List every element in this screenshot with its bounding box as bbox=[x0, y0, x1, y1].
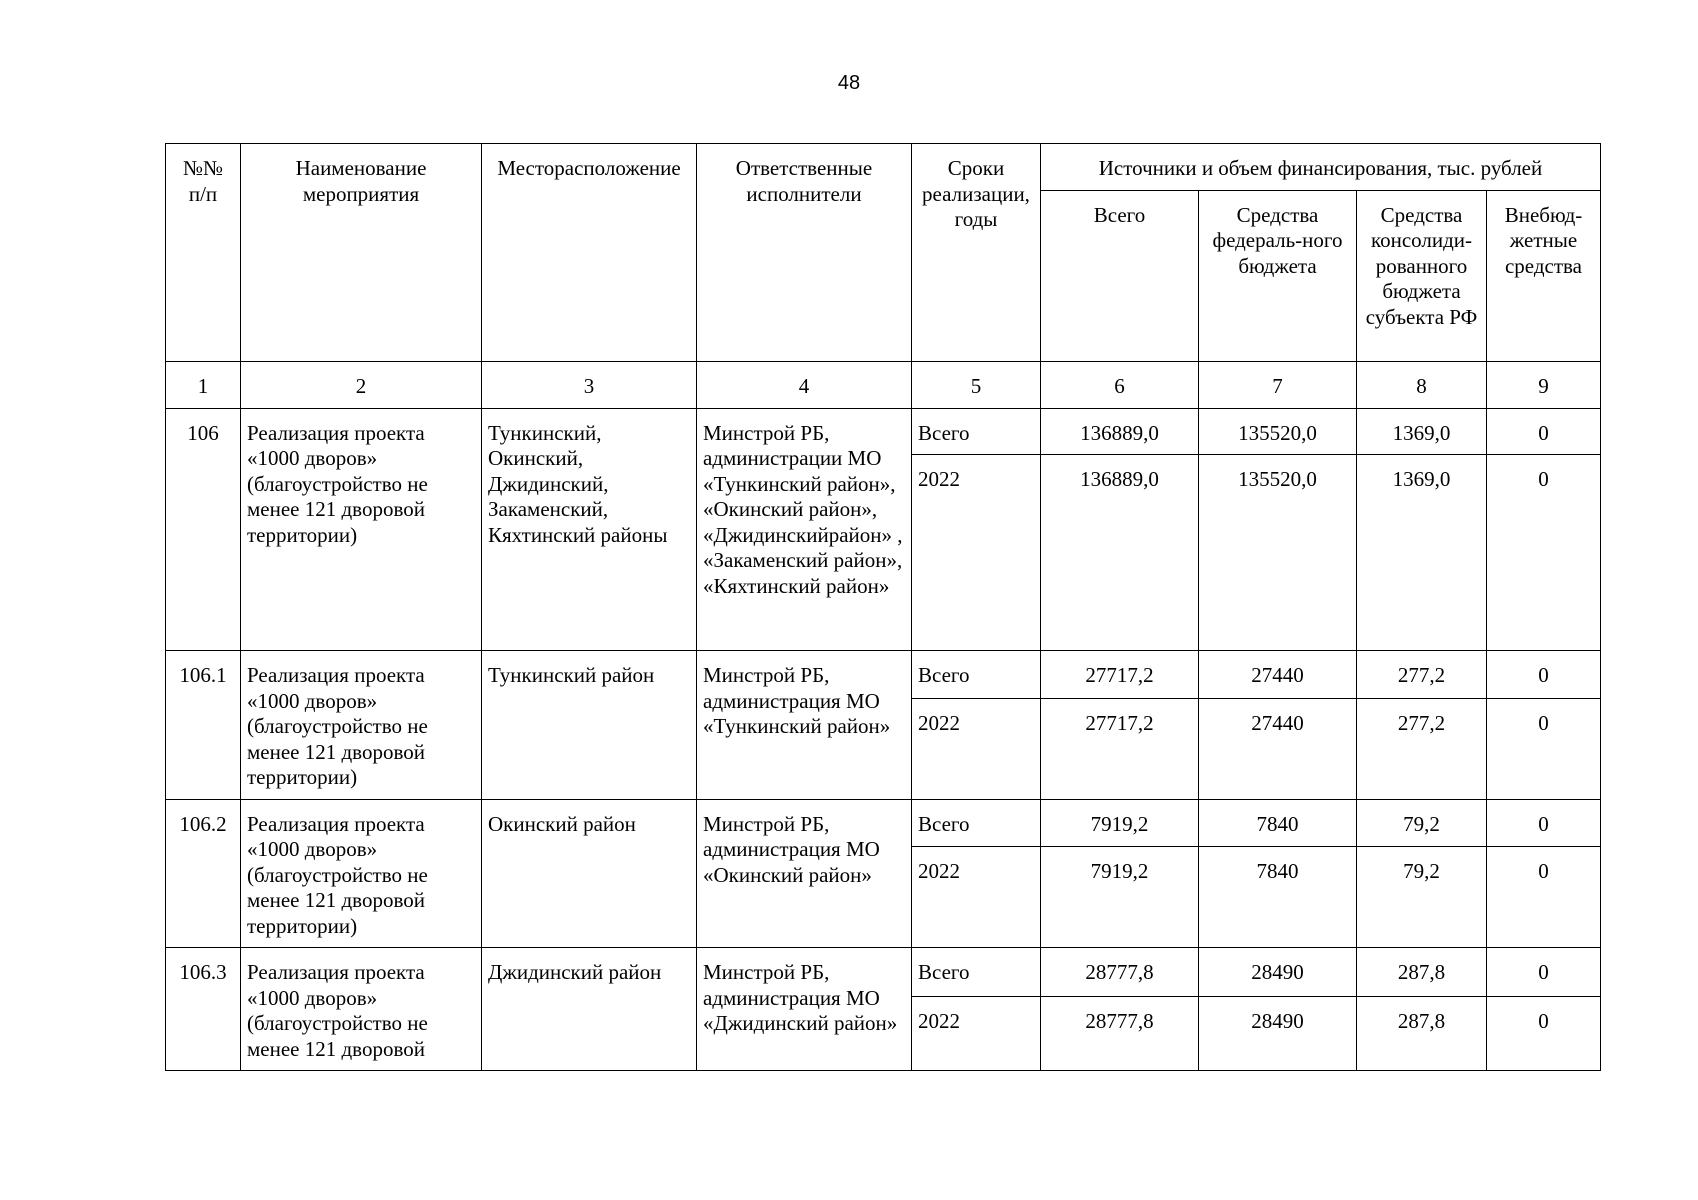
header-num: №№ п/п bbox=[166, 144, 241, 362]
row-consolidated: 79,2 bbox=[1357, 799, 1487, 847]
row-consolidated: 79,2 bbox=[1357, 847, 1487, 948]
row-consolidated: 277,2 bbox=[1357, 698, 1487, 799]
row-name: Реализация проекта «1000 дворов» (благоустройство не менее 121 дворовой bbox=[241, 948, 482, 1071]
row-federal: 27440 bbox=[1199, 698, 1357, 799]
row-extra: 0 bbox=[1487, 996, 1601, 1070]
header-name: Наименование мероприятия bbox=[241, 144, 482, 362]
header-location: Месторасположение bbox=[482, 144, 697, 362]
column-number: 5 bbox=[912, 362, 1041, 409]
row-location: Джидинский район bbox=[482, 948, 697, 1071]
column-number: 2 bbox=[241, 362, 482, 409]
column-number: 9 bbox=[1487, 362, 1601, 409]
row-location: Тункинский район bbox=[482, 651, 697, 800]
row-responsible: Минстрой РБ, администрации МО «Тункинский район», «Окинский район», «Джидинскийрайон» , «Закаменский район», «Кяхтинский район» bbox=[697, 408, 912, 651]
row-num: 106.3 bbox=[166, 948, 241, 1071]
row-consolidated: 287,8 bbox=[1357, 996, 1487, 1070]
row-location: Окинский район bbox=[482, 799, 697, 948]
row-consolidated: 277,2 bbox=[1357, 651, 1487, 699]
row-responsible: Минстрой РБ, администрация МО «Джидинский район» bbox=[697, 948, 912, 1071]
row-federal: 135520,0 bbox=[1199, 408, 1357, 455]
column-number: 7 bbox=[1199, 362, 1357, 409]
row-extra: 0 bbox=[1487, 651, 1601, 699]
row-consolidated: 1369,0 bbox=[1357, 408, 1487, 455]
financing-table bbox=[165, 143, 1601, 1071]
row-federal: 7840 bbox=[1199, 799, 1357, 847]
column-number: 8 bbox=[1357, 362, 1487, 409]
table-row bbox=[166, 799, 1601, 847]
header-terms: Сроки реализации, годы bbox=[912, 144, 1041, 362]
row-name: Реализация проекта «1000 дворов» (благоустройство не менее 121 дворовой территории) bbox=[241, 799, 482, 948]
column-number: 6 bbox=[1041, 362, 1199, 409]
header-funding: Источники и объем финансирования, тыс. рублей bbox=[1041, 144, 1601, 191]
row-period: 2022 bbox=[912, 847, 1041, 948]
row-responsible: Минстрой РБ, администрация МО «Окинский район» bbox=[697, 799, 912, 948]
row-total: 28777,8 bbox=[1041, 948, 1199, 997]
row-location: Тункинский, Окинский, Джидинский, Закаменский, Кяхтинский районы bbox=[482, 408, 697, 651]
header-sub-consolidated: Средства консолиди-рованного бюджета субъекта РФ bbox=[1357, 190, 1487, 362]
row-total: 7919,2 bbox=[1041, 847, 1199, 948]
row-period: 2022 bbox=[912, 996, 1041, 1070]
page-number: 48 bbox=[837, 72, 861, 94]
row-extra: 0 bbox=[1487, 698, 1601, 799]
row-period: 2022 bbox=[912, 455, 1041, 651]
row-num: 106.2 bbox=[166, 799, 241, 948]
header-sub-extra: Внебюд-жетные средства bbox=[1487, 190, 1601, 362]
row-extra: 0 bbox=[1487, 948, 1601, 997]
row-period: Всего bbox=[912, 799, 1041, 847]
row-name: Реализация проекта «1000 дворов» (благоустройство не менее 121 дворовой территории) bbox=[241, 408, 482, 651]
table-row bbox=[166, 651, 1601, 699]
row-responsible: Минстрой РБ, администрация МО «Тункинский район» bbox=[697, 651, 912, 800]
row-extra: 0 bbox=[1487, 455, 1601, 651]
column-number: 4 bbox=[697, 362, 912, 409]
row-total: 27717,2 bbox=[1041, 698, 1199, 799]
column-number: 3 bbox=[482, 362, 697, 409]
row-total: 7919,2 bbox=[1041, 799, 1199, 847]
row-extra: 0 bbox=[1487, 847, 1601, 948]
header-sub-total: Всего bbox=[1041, 190, 1199, 362]
row-name: Реализация проекта «1000 дворов» (благоустройство не менее 121 дворовой территории) bbox=[241, 651, 482, 800]
row-period: Всего bbox=[912, 651, 1041, 699]
header-sub-federal: Средства федераль-ного бюджета bbox=[1199, 190, 1357, 362]
row-federal: 7840 bbox=[1199, 847, 1357, 948]
column-number: 1 bbox=[166, 362, 241, 409]
table-row bbox=[166, 948, 1601, 997]
row-federal: 135520,0 bbox=[1199, 455, 1357, 651]
row-consolidated: 287,8 bbox=[1357, 948, 1487, 997]
row-num: 106 bbox=[166, 408, 241, 651]
row-extra: 0 bbox=[1487, 408, 1601, 455]
row-federal: 28490 bbox=[1199, 948, 1357, 997]
row-total: 136889,0 bbox=[1041, 408, 1199, 455]
column-number-row bbox=[166, 362, 1601, 409]
header-responsible: Ответственные исполнители bbox=[697, 144, 912, 362]
row-total: 136889,0 bbox=[1041, 455, 1199, 651]
row-num: 106.1 bbox=[166, 651, 241, 800]
row-total: 27717,2 bbox=[1041, 651, 1199, 699]
row-total: 28777,8 bbox=[1041, 996, 1199, 1070]
row-period: Всего bbox=[912, 408, 1041, 455]
row-federal: 28490 bbox=[1199, 996, 1357, 1070]
table-row bbox=[166, 408, 1601, 455]
row-extra: 0 bbox=[1487, 799, 1601, 847]
row-period: Всего bbox=[912, 948, 1041, 997]
row-federal: 27440 bbox=[1199, 651, 1357, 699]
row-consolidated: 1369,0 bbox=[1357, 455, 1487, 651]
row-period: 2022 bbox=[912, 698, 1041, 799]
